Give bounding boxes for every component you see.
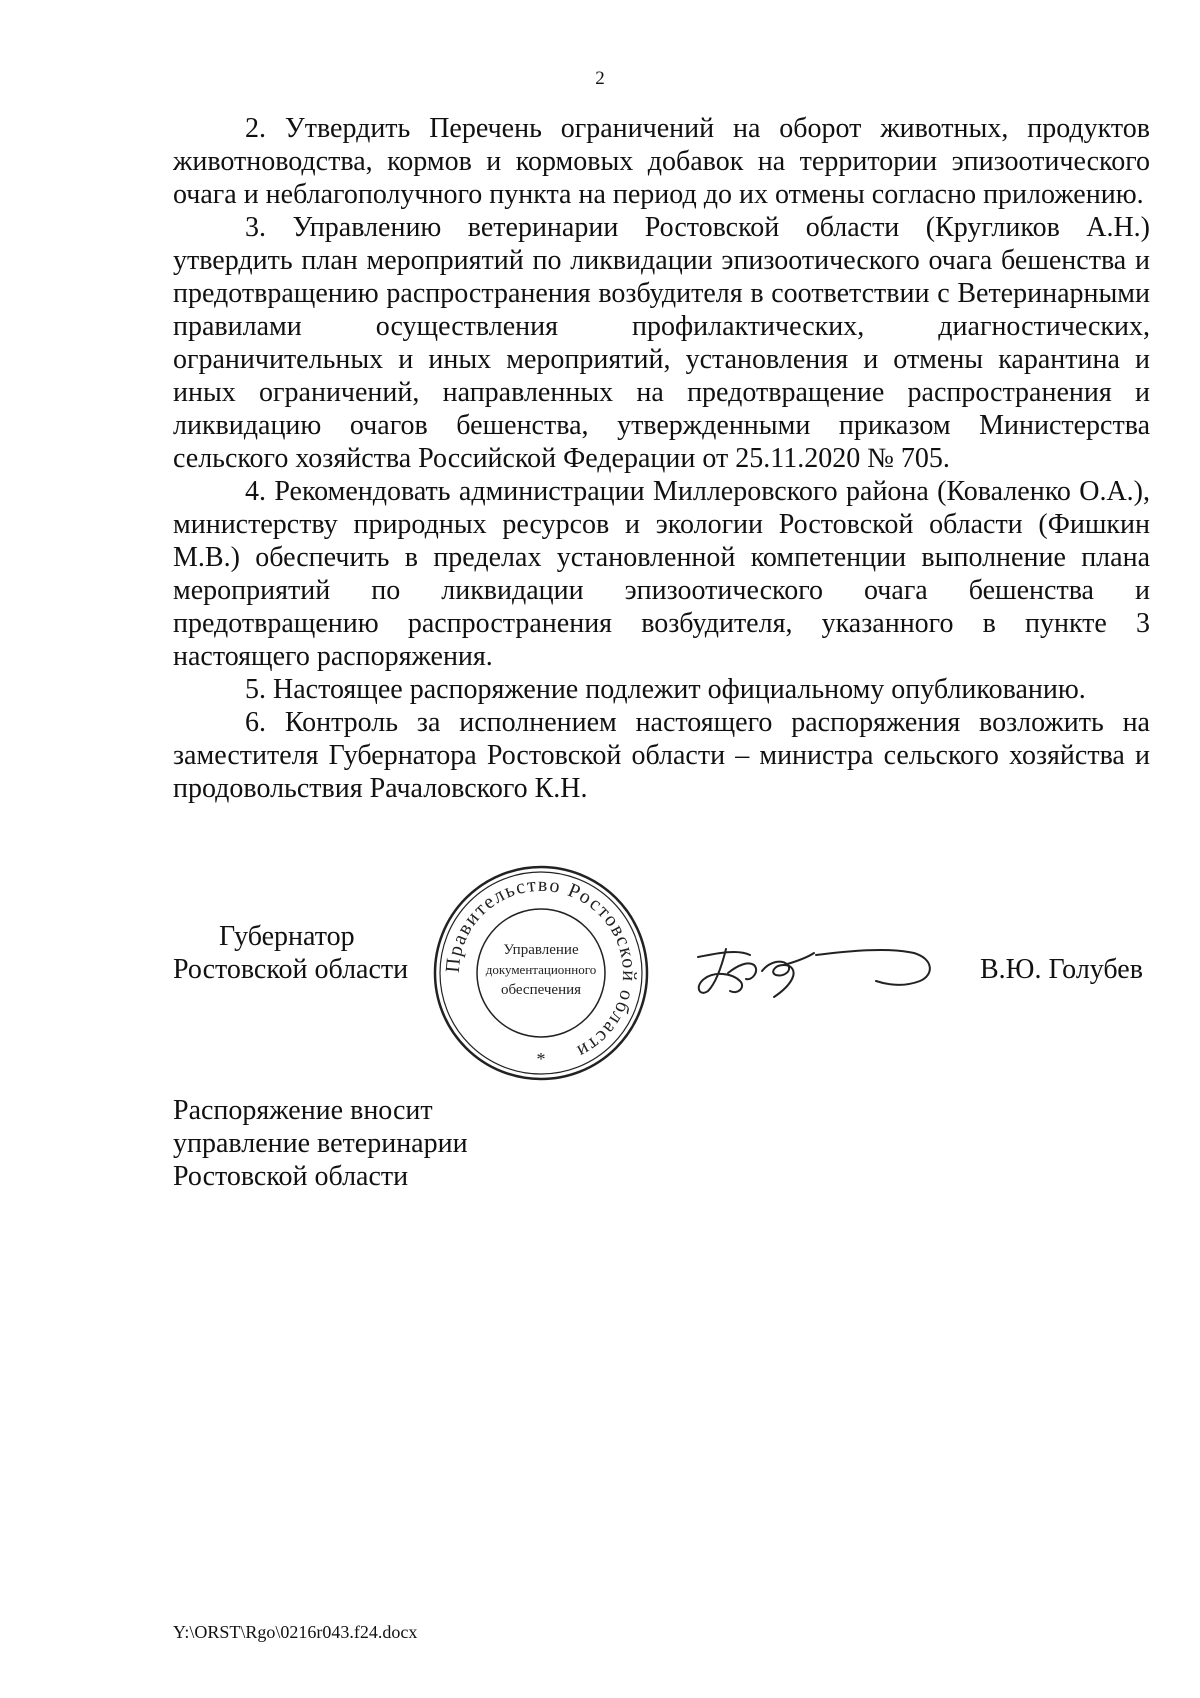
signatory-title [173,920,408,986]
paragraph-item-4: 4. Рекомендовать администрации Миллеровского района (Коваленко О.А.), министерству природных ресурсов и экологии Ростовской области (Фишкин М.В.) обеспечить в пределах установленной компетенции выполнение плана мероприятий по ликвидации эпизоотического очага бешенства и предотвращению распространения возбудителя, указанного в пункте 3 настоящего распоряжения. [173,476,1150,672]
handwritten-signature [688,935,938,1005]
seal-star: * [536,1049,546,1069]
seal-inner-line2: документационного [485,962,597,977]
page-number: 2 [595,68,605,89]
paragraph-item-6: 6. Контроль за исполнением настоящего распоряжения возложить на заместителя Губернатора Ростовской области – министра сельского хозяйства и продовольствия Рачаловского К.Н. [173,707,1150,804]
paragraph-item-3: 3. Управлению ветеринарии Ростовской области (Кругликов А.Н.) утвердить план мероприятий по ликвидации эпизоотического очага бешенства и предотвращению распространения возбудителя в соответствии с Ветеринарными правилами осуществления профилактических, диагностических, ограничительных и иных мероприятий, установления и отмены карантина и иных ограничений, направленных на предотвращение распространения и ликвидацию очагов бешенства, утвержденными приказом Министерства сельского хозяйства Российской Федерации от 25.11.2020 № 705. [173,212,1150,474]
paragraph-item-2: 2. Утвердить Перечень ограничений на оборот животных, продуктов животноводства, кормов и кормовых добавок на территории эпизоотического очага и неблагополучного пункта на период до их отмены согласно приложению. [173,113,1150,210]
seal-outer-text: Правительство Ростовской области [441,873,641,1064]
document-body [173,112,1150,805]
signatory-title-line1: Губернатор [219,921,355,952]
submitter-line3: Ростовской области [173,1161,409,1192]
submitter-line1: Распоряжение вносит [173,1095,433,1126]
submitter-line2: управление ветеринарии [173,1128,468,1159]
seal-inner-line3: обеспечения [500,982,582,998]
submitter-note [173,1094,468,1193]
footer-file-path: Y:\ORST\Rgo\0216r043.f24.docx [173,1622,418,1642]
official-seal [430,862,652,1084]
seal-inner-line1: Управление [503,942,579,958]
signatory-name: В.Ю. Голубев [980,954,1143,985]
signatory-title-line2: Ростовской области [173,954,409,985]
paragraph-item-5: 5. Настоящее распоряжение подлежит официальному опубликованию. [245,674,1086,705]
